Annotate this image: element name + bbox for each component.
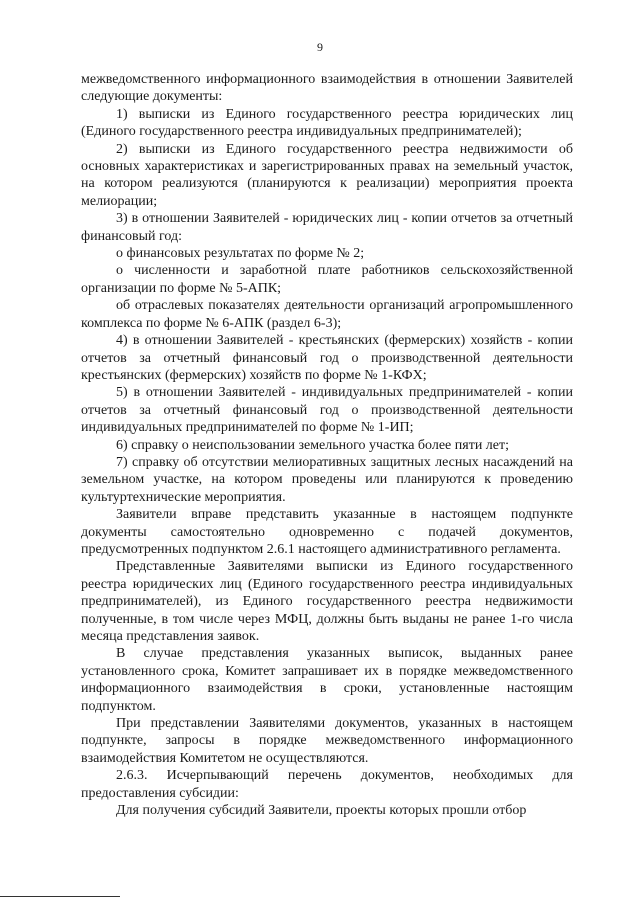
paragraph: о финансовых результатах по форме № 2; xyxy=(116,246,365,262)
paragraph: 3) в отношении Заявителей - юридических лиц - копии отчетов за отчетный финансовый год: xyxy=(81,211,573,244)
paragraph: Заявители вправе представить указанные в настоящем подпункте документы самостоятельно одновременно с подачей документов, предусмотренных подпунктом 2.6.1 настоящего административного регламента. xyxy=(81,507,573,557)
paragraph: об отраслевых показателях деятельности организаций агропромышленного комплекса по форме № 6-АПК (раздел 6-3); xyxy=(81,298,573,331)
page-number: 9 xyxy=(317,40,323,54)
document-body xyxy=(81,71,573,819)
paragraph: Представленные Заявителями выписки из Единого государственного реестра юридических лиц (Единого государственного реестра индивидуальных предпринимателей), из Единого государственного реестра недвижимости полученные, в том числе через МФЦ, должны быть выданы не ранее 1-го числа месяца представления заявок. xyxy=(81,559,573,644)
paragraph: 2) выписки из Единого государственного реестра недвижимости об основных характеристиках и зарегистрированных правах на земельный участок, на котором реализуются (планируются к реализации) мероприятия проекта мелиорации; xyxy=(81,141,573,209)
paragraph: о численности и заработной плате работников сельскохозяйственной организации по форме № 5-АПК; xyxy=(81,263,573,296)
paragraph: 6) справку о неиспользовании земельного участка более пяти лет; xyxy=(116,437,510,453)
footer-divider xyxy=(0,896,120,897)
paragraph: При представлении Заявителями документов, указанных в настоящем подпункте, запросы в порядке межведомственного информационного взаимодействия Комитетом не осуществляются. xyxy=(81,716,573,766)
paragraph: межведомственного информационного взаимодействия в отношении Заявителей следующие документы: xyxy=(81,72,573,105)
paragraph: 4) в отношении Заявителей - крестьянских (фермерских) хозяйств - копии отчетов за отчетный финансовый год о производственной деятельности крестьянских (фермерских) хозяйств по форме № 1-КФХ; xyxy=(81,333,573,383)
paragraph: 1) выписки из Единого государственного реестра юридических лиц (Единого государственного реестра индивидуальных предпринимателей); xyxy=(81,106,573,140)
paragraph: В случае представления указанных выписок, выданных ранее установленного срока, Комитет запрашивает их в порядке межведомственного информационного взаимодействия в сроки, установленные настоящим подпунктом. xyxy=(81,646,573,714)
paragraph: Для получения субсидий Заявители, проекты которых прошли отбор xyxy=(116,803,527,819)
paragraph: 2.6.3. Исчерпывающий перечень документов, необходимых для предоставления субсидии: xyxy=(81,768,573,801)
paragraph: 7) справку об отсутствии мелиоративных защитных лесных насаждений на земельном участке, на котором проведены или планируются к проведению культуртехнические мероприятия. xyxy=(81,454,573,505)
paragraph: 5) в отношении Заявителей - индивидуальных предпринимателей - копии отчетов за отчетный финансовый год о производственной деятельности индивидуальных предпринимателей по форме № 1-ИП; xyxy=(81,385,573,436)
